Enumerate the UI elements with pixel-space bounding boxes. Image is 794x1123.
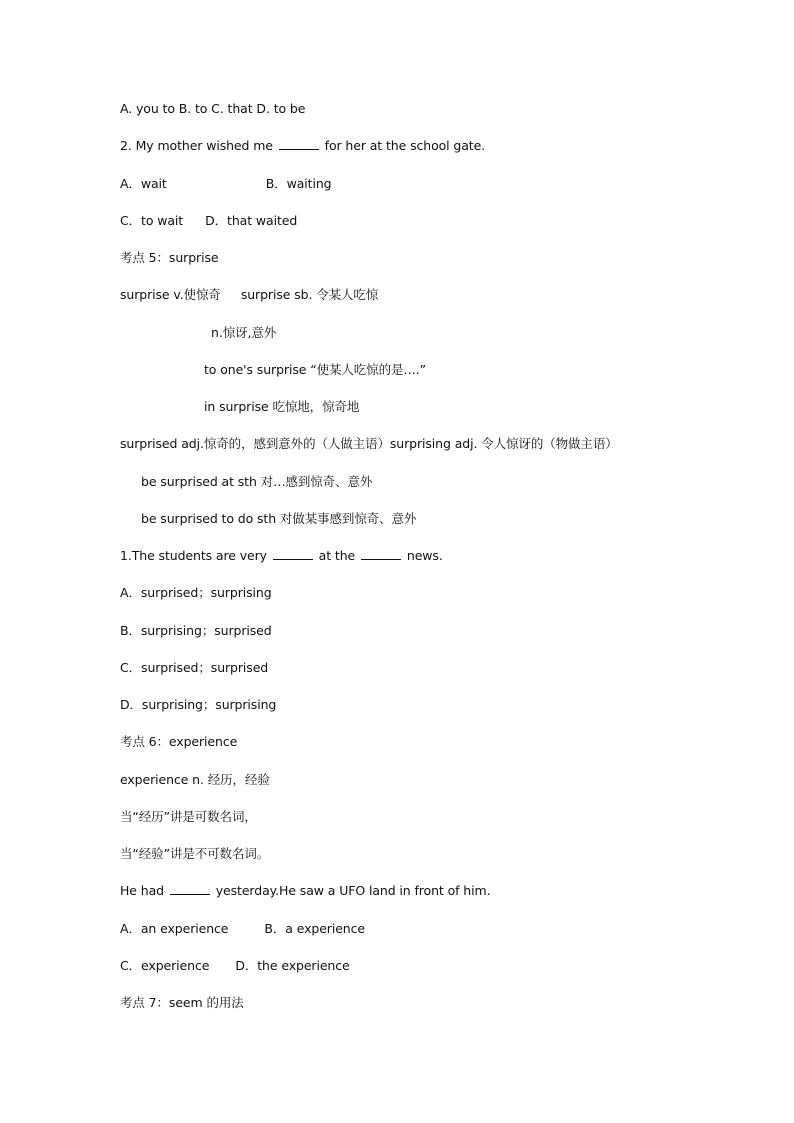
phrase-text: to one's surprise “使某人吃惊的是….” xyxy=(204,362,427,377)
question-2-line xyxy=(120,138,485,154)
answer-blank xyxy=(170,884,210,895)
option-a-line xyxy=(120,585,272,601)
answer-blank xyxy=(361,549,401,560)
option-c: C．surprised；surprised xyxy=(120,660,269,675)
definition-verb: surprise v.使惊奇 xyxy=(120,287,221,302)
definition-phrase: surprise sb. 令某人吃惊 xyxy=(240,287,379,302)
definition-line-experience xyxy=(120,772,270,788)
section-heading-5 xyxy=(120,250,218,266)
options-line-c-d-experience xyxy=(120,958,350,974)
option-d: D．the experience xyxy=(235,958,350,973)
section-heading-6 xyxy=(120,734,237,750)
question-1-text-start: 1.The students are very xyxy=(120,548,271,563)
option-d-line xyxy=(120,697,276,713)
question-text-start: He had xyxy=(120,883,168,898)
option-c: C．to wait xyxy=(120,213,184,228)
option-c: C．experience xyxy=(120,958,210,973)
note-text: 当“经历”讲是可数名词， xyxy=(120,809,257,824)
option-b: B．waiting xyxy=(265,176,332,191)
option-d: D．surprising；surprising xyxy=(120,697,277,712)
question-ufo-line xyxy=(120,883,490,899)
options-line-a-b-experience xyxy=(120,921,365,937)
question-text-end: yesterday.He saw a UFO land in front of him. xyxy=(211,883,491,898)
definition-noun-line xyxy=(211,325,276,341)
section-heading-7 xyxy=(120,995,244,1011)
usage-line-surprised-to-do xyxy=(141,511,416,527)
option-b: B．surprising；surprised xyxy=(120,623,272,638)
usage-line-surprised-at xyxy=(141,474,372,490)
question-2-text-start: 2. My mother wished me xyxy=(120,138,277,153)
option-c-line xyxy=(120,660,268,676)
phrase-line-to-ones-surprise xyxy=(204,362,426,378)
adjective-definition-line xyxy=(120,436,618,452)
definition-line-surprise xyxy=(120,287,378,303)
adjective-text: surprised adj.惊奇的，感到意外的（人做主语）surprising adj. 令人惊讶的（物做主语） xyxy=(120,436,618,451)
option-a: A．an experience xyxy=(120,921,229,936)
section-heading-text: 考点 5：surprise xyxy=(120,250,219,265)
option-b: B．a experience xyxy=(264,921,365,936)
options-line-a-b xyxy=(120,176,331,192)
option-a: A．surprised；surprising xyxy=(120,585,272,600)
question-1-text-end: news. xyxy=(403,548,443,563)
usage-text: be surprised to do sth 对做某事感到惊奇、意外 xyxy=(141,511,417,526)
option-a: A．wait xyxy=(120,176,167,191)
usage-text: be surprised at sth 对…感到惊奇、意外 xyxy=(141,474,373,489)
note-text: 当“经验”讲是不可数名词。 xyxy=(120,846,270,861)
note-line-uncountable xyxy=(120,846,269,862)
answer-blank xyxy=(279,139,319,150)
options-text: A. you to B. to C. that D. to be xyxy=(120,101,306,116)
options-line-c-d xyxy=(120,213,297,229)
question-2-text-end: for her at the school gate. xyxy=(320,138,486,153)
section-heading-text: 考点 7：seem 的用法 xyxy=(120,995,244,1010)
definition-text: experience n. 经历，经验 xyxy=(120,772,270,787)
definition-noun: n.惊讶,意外 xyxy=(211,325,277,340)
answer-blank xyxy=(273,549,313,560)
phrase-line-in-surprise xyxy=(204,399,359,415)
options-line-prev-question xyxy=(120,101,305,117)
option-d: D．that waited xyxy=(205,213,298,228)
option-b-line xyxy=(120,623,272,639)
phrase-text: in surprise 吃惊地，惊奇地 xyxy=(204,399,360,414)
question-1-text-mid: at the xyxy=(314,548,360,563)
question-1-line xyxy=(120,548,443,564)
note-line-countable xyxy=(120,809,257,825)
section-heading-text: 考点 6：experience xyxy=(120,734,238,749)
